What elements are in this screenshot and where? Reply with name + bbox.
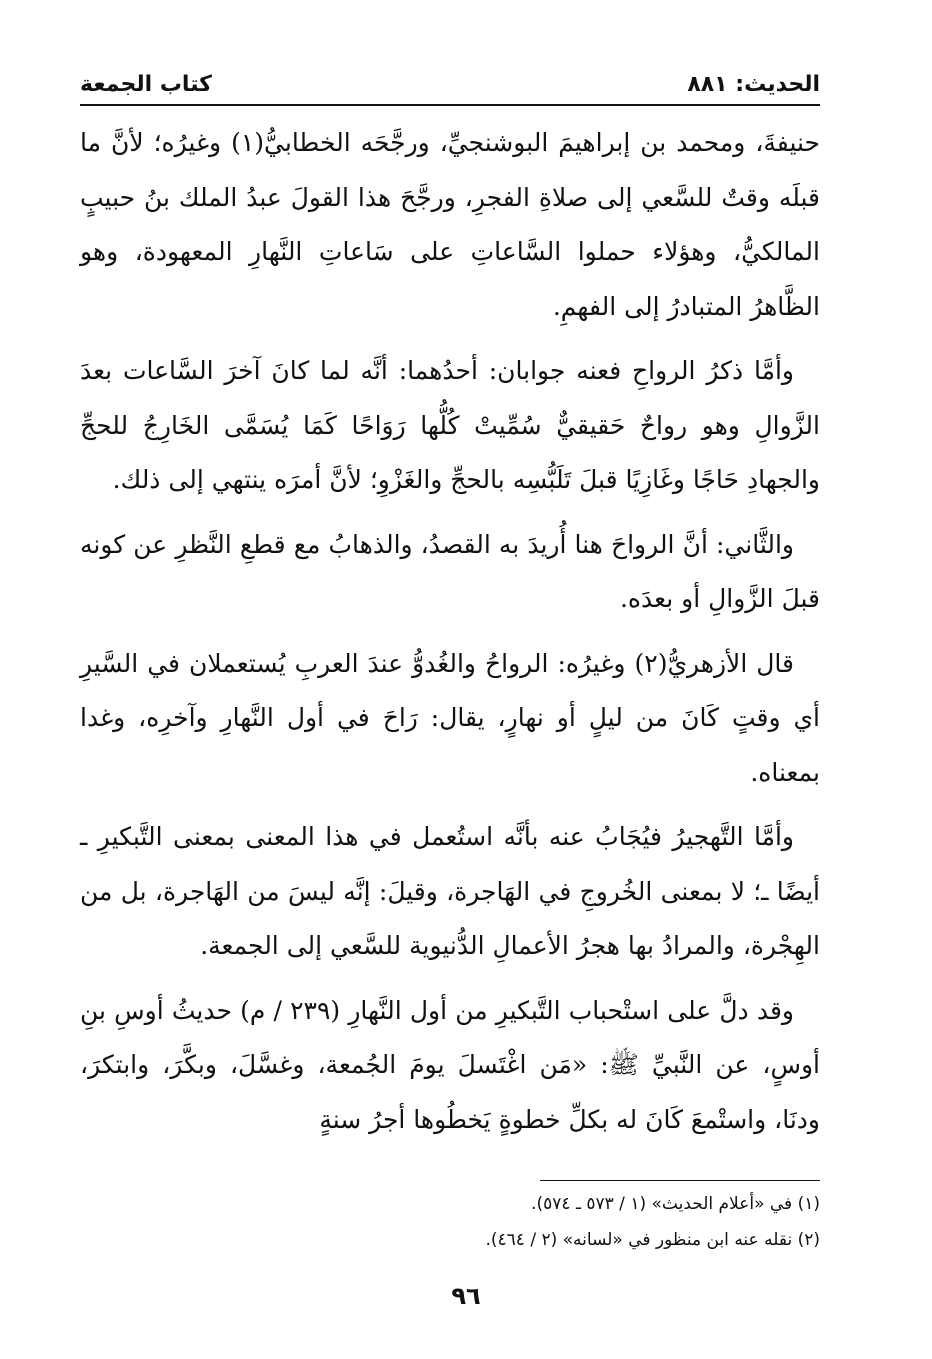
paragraph: والثَّاني: أنَّ الرواحَ هنا أُريدَ به القصدُ، والذهابُ مع قطعِ النَّظرِ عن كونه قبلَ الزَّوالِ أو بعدَه. — [80, 529, 820, 613]
main-text — [80, 116, 820, 1157]
footnotes — [80, 1186, 820, 1258]
paragraph: قال الأزهريُّ(٢) وغيرُه: الرواحُ والغُدوُّ عندَ العربِ يُستعملان في السَّيرِ أي وقتٍ كَانَ من ليلٍ أو نهارٍ، يقال: رَاحَ في أول النَّهارِ وآخرِه، وغدا بمعناه. — [80, 648, 820, 787]
hadith-number-label: الحديث: ٨٨١ — [687, 72, 820, 97]
paragraph: وقد دلَّ على استْحباب التَّبكيرِ من أول النَّهارِ (٢٣٩ / م) حديثُ أوسِ بنِ أوسٍ، عن النَّبيِّ ﷺ: «مَن اغْتَسلَ يومَ الجُمعة، وغسَّلَ، وبكَّرَ، وابتكرَ، ودنَا، واستْمعَ كَانَ له بكلِّ خطوةٍ يَخطُوها أجرُ سنةٍ — [80, 995, 820, 1134]
paragraph: وأمَّا ذكرُ الرواحِ فعنه جوابان: أحدُهما: أنَّه لما كانَ آخرَ السَّاعات بعدَ الزَّوالِ وهو رواحٌ حَقيقيٌّ سُمِّيتْ كُلُّها رَوَاحًا كَمَا يُسَمَّى الخَارِجُ للحجِّ والجهادِ حَاجًا وغَازِيًا قبلَ تَلَبُّسِه بالحجِّ والغَزْوِ؛ لأنَّ أمرَه ينتهي إلى ذلك. — [80, 356, 820, 494]
footnote: (٢) نقله عنه ابن منظور في «لسانه» (٢ / ٤٦٤). — [485, 1230, 820, 1250]
footnote-divider — [540, 1180, 820, 1181]
book-title: كتاب الجمعة — [80, 72, 212, 97]
paragraph: وأمَّا التَّهجيرُ فيُجَابُ عنه بأنَّه استُعمل في هذا المعنى بمعنى التَّبكيرِ ـ أيضًا ـ؛ لا بمعنى الخُروجِ في الهَاجرة، وقيلَ: إنَّه ليسَ من الهَاجرة، بل من الهِجْرة، والمرادُ بها هجرُ الأعمالِ الدُّنيوية للسَّعي إلى الجمعة. — [80, 822, 820, 960]
header-divider — [80, 104, 820, 106]
paragraph: حنيفةَ، ومحمد بن إبراهيمَ البوشنجيِّ، ورجَّحَه الخطابيُّ(١) وغيرُه؛ لأنَّ ما قبلَه وقتٌ للسَّعي إلى صلاةِ الفجرِ، ورجَّحَ هذا القولَ عبدُ الملك بنُ حبيبٍ المالكيُّ، وهؤلاء حملوا السَّاعاتِ على سَاعاتِ النَّهارِ المعهودة، وهو الظَّاهرُ المتبادرُ إلى الفهمِ. — [80, 128, 821, 321]
page-number: ٩٦ — [451, 1282, 481, 1310]
footnote: (١) في «أعلام الحديث» (١ / ٥٧٣ ـ ٥٧٤). — [531, 1194, 820, 1214]
running-header — [80, 66, 820, 100]
